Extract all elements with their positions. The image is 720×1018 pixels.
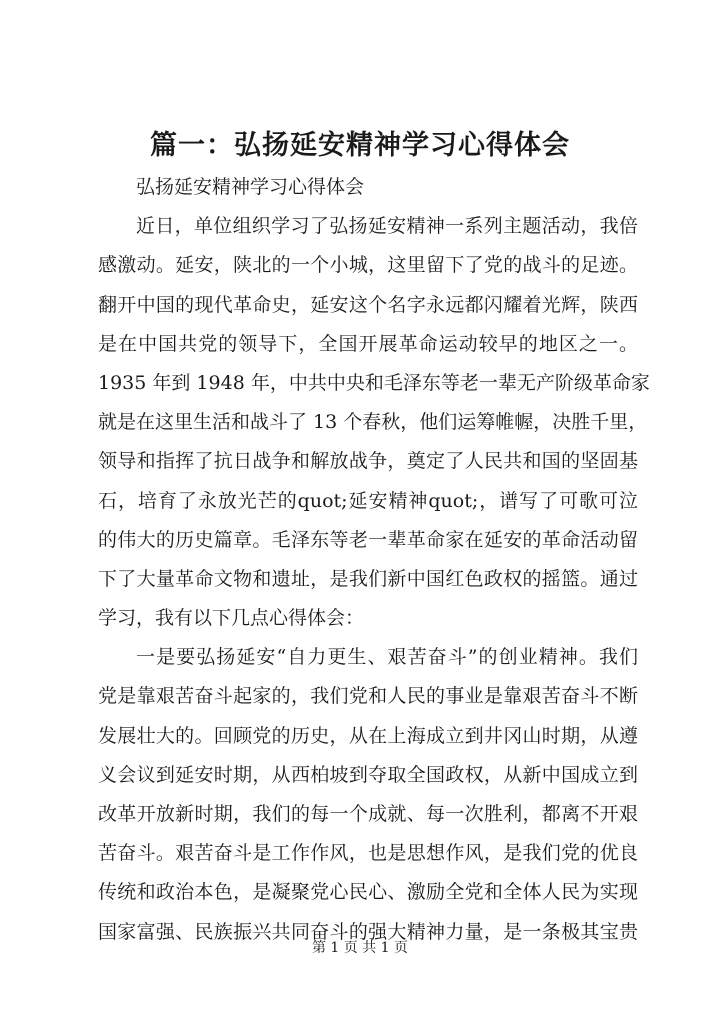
paragraph bbox=[98, 638, 638, 952]
paragraph-line: 义会议到延安时期，从西柏坡到夺取全国政权，从新中国成立到 bbox=[98, 763, 638, 786]
paragraph-line: 翻开中国的现代革命史，延安这个名字永远都闪耀着光辉，陕西 bbox=[98, 293, 638, 316]
paragraph-line: 一是要弘扬延安“自力更生、艰苦奋斗”的创业精神。我们 bbox=[136, 646, 638, 669]
paragraph-container bbox=[98, 207, 650, 952]
paragraph-line: 1935 年到 1948 年，中共中央和毛泽东等老一辈无产阶级革命家 bbox=[98, 371, 650, 394]
paragraph-line: 国家富强、民族振兴共同奋斗的强大精神力量，是一条极其宝贵 bbox=[98, 920, 638, 943]
document-body bbox=[98, 168, 650, 952]
paragraph-line: 改革开放新时期，我们的每一个成就、每一次胜利，都离不开艰 bbox=[98, 803, 638, 825]
paragraph bbox=[98, 207, 650, 638]
paragraph-line: 下了大量革命文物和遗址，是我们新中国红色政权的摇篮。通过 bbox=[98, 567, 638, 590]
paragraph-line: 学习，我有以下几点心得体会： bbox=[98, 607, 365, 630]
document-subtitle: 弘扬延安精神学习心得体会 bbox=[136, 176, 365, 198]
paragraph-line: 感激动。延安，陕北的一个小城，这里留下了党的战斗的足迹。 bbox=[98, 254, 638, 277]
document-title: 篇一：弘扬延安精神学习心得体会 bbox=[150, 130, 570, 161]
paragraph-line: 的伟大的历史篇章。毛泽东等老一辈革命家在延安的革命活动留 bbox=[98, 528, 638, 551]
page-footer: 第 1 页 共 1 页 bbox=[311, 940, 409, 956]
paragraph-line: 领导和指挥了抗日战争和解放战争，奠定了人民共和国的坚固基 bbox=[98, 450, 638, 473]
paragraph-line: 苦奋斗。艰苦奋斗是工作作风，也是思想作风，是我们党的优良 bbox=[98, 842, 638, 865]
paragraph-line: 石，培育了永放光芒的quot;延安精神quot;，谱写了可歌可泣 bbox=[98, 489, 638, 512]
paragraph-line: 党是靠艰苦奋斗起家的，我们党和人民的事业是靠艰苦奋斗不断 bbox=[98, 685, 638, 708]
paragraph-line: 是在中国共党的领导下，全国开展革命运动较早的地区之一。 bbox=[98, 332, 638, 355]
paragraph-line: 发展壮大的。回顾党的历史，从在上海成立到井冈山时期，从遵 bbox=[98, 724, 638, 747]
paragraph-line: 传统和政治本色，是凝聚党心民心、激励全党和全体人民为实现 bbox=[98, 881, 638, 904]
paragraph-line: 近日，单位组织学习了弘扬延安精神一系列主题活动，我倍 bbox=[136, 215, 638, 238]
paragraph-line: 就是在这里生活和战斗了 13 个春秋，他们运筹帷幄，决胜千里， bbox=[98, 411, 648, 434]
